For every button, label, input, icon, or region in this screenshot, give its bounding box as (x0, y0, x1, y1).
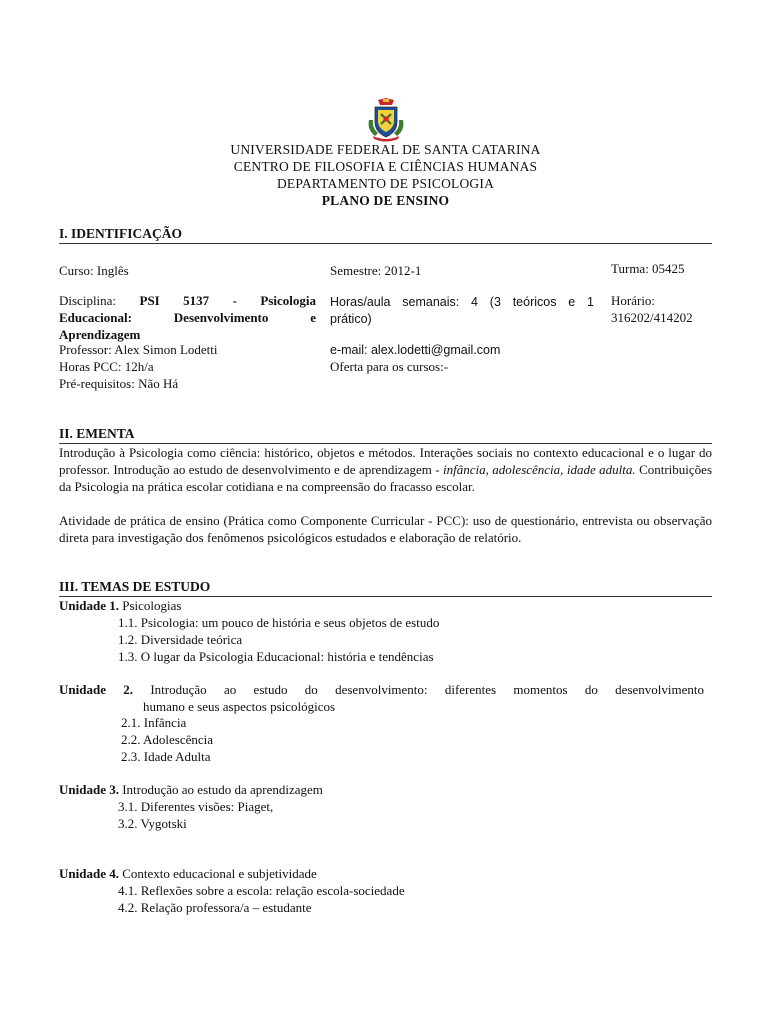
list-item: 4.1. Reflexões sobre a escola: relação escola-sociedade (118, 883, 405, 898)
disciplina-label: Disciplina: (59, 293, 117, 308)
center-name: CENTRO DE FILOSOFIA E CIÊNCIAS HUMANAS (233, 159, 538, 174)
unidade-2-list (121, 714, 213, 765)
unidade-2-title-line-1: Introdução ao estudo do desenvolvimento: diferentes momentos do desenvolvimento (150, 682, 704, 697)
ementa-text-a: Introdução à Psicologia como ciência: histórico, objetos e métodos. Interações sociais no contexto educacional e o lugar do professor. Introdução ao estudo de desenvolvimento e de aprendizagem - (59, 445, 712, 477)
unidade-4-label: Unidade 4. (59, 866, 119, 881)
unidade-1-label: Unidade 1. (59, 598, 119, 613)
email-field: e-mail: alex.lodetti@gmail.com (330, 343, 501, 357)
curso-field: Curso: Inglês (59, 263, 129, 278)
ementa-paragraph-2: Atividade de prática de ensino (Prática como Componente Curricular - PCC): uso de questionário, entrevista ou observação direta para investigação dos fenômenos psicológicos estudados e elaboração de relatório. (59, 513, 712, 545)
unidade-2-heading (59, 681, 704, 715)
horas-aula-block (330, 294, 594, 328)
section-identification-title: I. IDENTIFICAÇÃO (59, 225, 712, 244)
semestre-field: Semestre: 2012-1 (330, 263, 422, 278)
list-item: 1.3. O lugar da Psicologia Educacional: história e tendências (118, 649, 434, 664)
list-item: 1.1. Psicologia: um pouco de história e seus objetos de estudo (118, 615, 440, 630)
document-title: PLANO DE ENSINO (321, 193, 450, 208)
disciplina-line-3: Aprendizagem (59, 327, 141, 342)
unidade-3-list (118, 798, 273, 832)
prerequisitos-field: Pré-requisitos: Não Há (59, 376, 179, 391)
horas-aula-line-1: Horas/aula semanais: 4 (3 teóricos e 1 (330, 295, 594, 309)
horas-pcc-field: Horas PCC: 12h/a (59, 359, 154, 374)
unidade-4-title: Contexto educacional e subjetividade (118, 866, 317, 881)
oferta-field: Oferta para os cursos:- (330, 359, 449, 374)
university-crest-icon (366, 98, 406, 142)
unidade-3-label: Unidade 3. (59, 782, 119, 797)
list-item: 2.1. Infância (121, 715, 187, 730)
horas-aula-line-2: prático) (330, 312, 372, 326)
ementa-paragraph-1 (59, 444, 712, 495)
disciplina-code: PSI 5137 - Psicologia (139, 293, 317, 308)
list-item: 2.3. Idade Adulta (121, 749, 211, 764)
horario-block (611, 292, 693, 326)
ementa-text-b: Contribuições da Psicologia na prática escolar cotidiana e na compreensão do fracasso escolar. (59, 462, 712, 494)
document-header (59, 141, 712, 209)
unidade-4-heading (59, 865, 317, 882)
unidade-1-heading (59, 597, 181, 614)
section-ementa-title: II. EMENTA (59, 425, 712, 444)
disciplina-line-1 (59, 292, 316, 309)
department-name: DEPARTAMENTO DE PSICOLOGIA (276, 176, 495, 191)
unidade-2-line-1 (59, 681, 704, 698)
ementa-text-italic: infância, adolescência, idade adulta. (443, 462, 636, 477)
disciplina-block (59, 292, 316, 343)
list-item: 1.2. Diversidade teórica (118, 632, 243, 647)
unidade-2-label: Unidade 2. (59, 682, 134, 697)
unidade-3-title: Introdução ao estudo da aprendizagem (118, 782, 323, 797)
horario-label: Horário: (611, 293, 656, 308)
disciplina-line-2: Educacional: Desenvolvimento e (59, 310, 316, 325)
list-item: 4.2. Relação professora/a – estudante (118, 900, 312, 915)
section-temas-title: III. TEMAS DE ESTUDO (59, 578, 712, 597)
university-name: UNIVERSIDADE FEDERAL DE SANTA CATARINA (230, 142, 541, 157)
unidade-2-title-line-2: humano e seus aspectos psicológicos (143, 699, 336, 714)
unidade-3-heading (59, 781, 323, 798)
horario-value: 316202/414202 (611, 310, 693, 325)
professor-field: Professor: Alex Simon Lodetti (59, 342, 218, 357)
turma-field: Turma: 05425 (611, 261, 685, 276)
unidade-1-list (118, 614, 439, 665)
list-item: 3.1. Diferentes visões: Piaget, (118, 799, 274, 814)
list-item: 2.2. Adolescência (121, 732, 214, 747)
list-item: 3.2. Vygotski (118, 816, 187, 831)
unidade-1-title: Psicologias (118, 598, 182, 613)
unidade-4-list (118, 882, 405, 916)
